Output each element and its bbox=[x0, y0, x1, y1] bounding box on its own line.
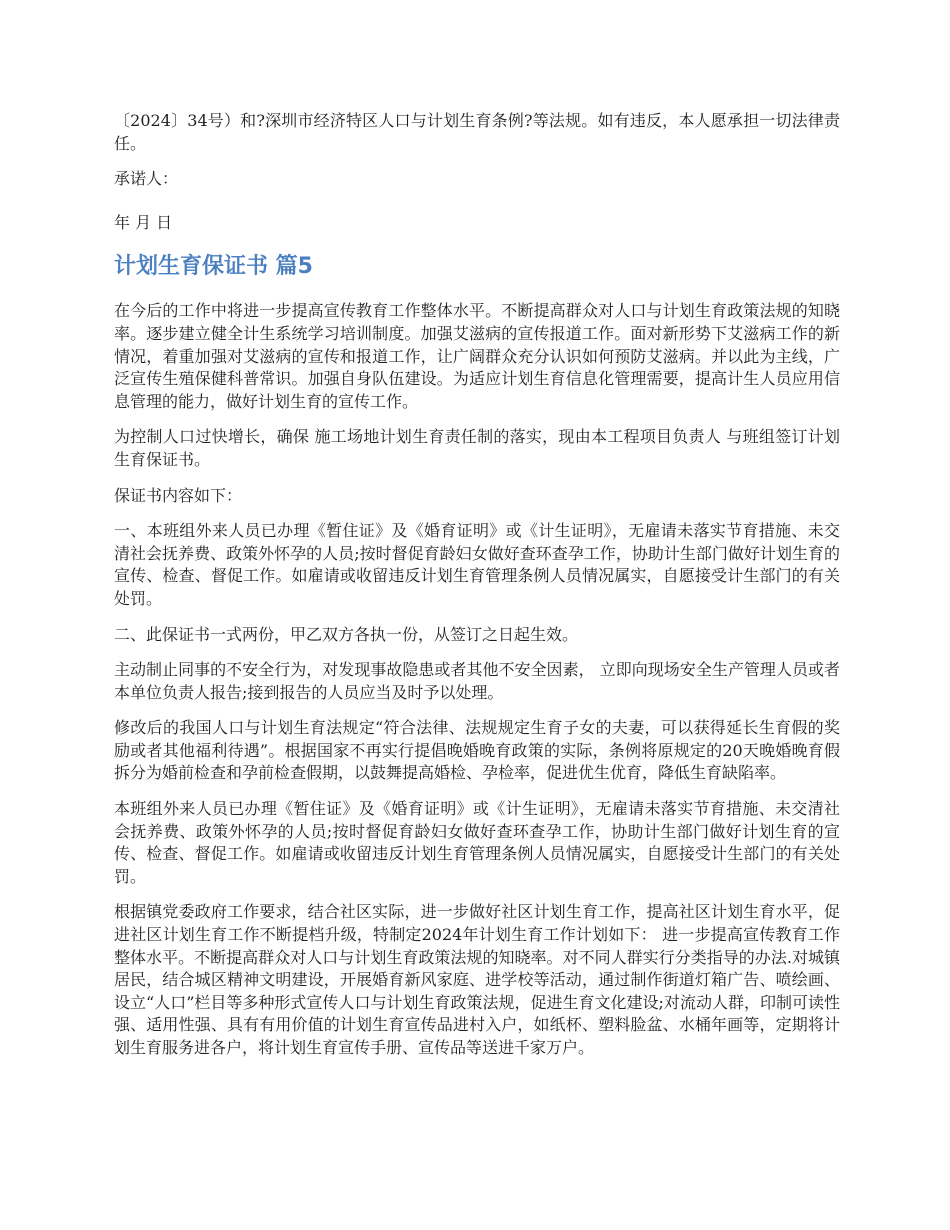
body-paragraph-5: 二、此保证书一式两份，甲乙双方各执一份，从签订之日起生效。 bbox=[114, 624, 579, 644]
body-paragraph-4: 一、本班组外来人员已办理《暂住证》及《婚育证明》或《计生证明》，无雇请未落实节育措施、未交清社会抚养费、政策外怀孕的人员;按时督促育龄妇女做好查环查孕工作，协助计生部门做好计划生育的宣传、检查、督促工作。如雇请或收留违反计划生育管理条例人员情况属实，自愿接受计生部门的有关处罚。 bbox=[114, 521, 840, 608]
body-paragraph-1: 在今后的工作中将进一步提高宣传教育工作整体水平。不断提高群众对人口与计划生育政策法规的知晓率。逐步建立健全计生系统学习培训制度。加强艾滋病的宣传报道工作。面对新形势下艾滋病工作的新情况，着重加强对艾滋病的宣传和报道工作，让广阔群众充分认识如何预防艾滋病。并以此为主线，广泛宣传生殖保健科普常识。加强自身队伍建设。为适应计划生育信息化管理需要，提高计生人员应用信息管理的能力，做好计划生育的宣传工作。 bbox=[114, 301, 840, 411]
header-fragment-paragraph: 〔2024〕34号）和?深圳市经济特区人口与计划生育条例?等法规。如有违反，本人愿承担一切法律责任。 bbox=[114, 111, 840, 153]
body-paragraph-7: 修改后的我国人口与计划生育法规定“符合法律、法规规定生育子女的夫妻，可以获得延长生育假的奖励或者其他福利待遇”。根据国家不再实行提倡晚婚晚育政策的实际，条例将原规定的20天晚婚晚育假拆分为婚前检查和孕前检查假期，以鼓舞提高婚检、孕检率，促进优生优育，降低生育缺陷率。 bbox=[114, 718, 840, 783]
body-paragraph-6: 主动制止同事的不安全行为，对发现事故隐患或者其他不安全因素， 立即向现场安全生产管理人员或者本单位负责人报告;接到报告的人员应当及时予以处理。 bbox=[114, 660, 840, 702]
signer-label: 承诺人： bbox=[114, 169, 179, 189]
body-paragraph-2: 为控制人口过快增长，确保 施工场地计划生育责任制的落实，现由本工程项目负责人 与班组签订计划生育保证书。 bbox=[114, 427, 840, 469]
body-paragraph-9: 根据镇党委政府工作要求，结合社区实际，进一步做好社区计划生育工作，提高社区计划生育水平，促进社区计划生育工作不断提档升级，特制定2024年计划生育工作计划如下： 进一步提高宣传教育工作整体水平。不断提高群众对人口与计划生育政策法规的知晓率。对不同人群实行分类指导的办法.对城镇居民，结合城区精神文明建设，开展婚育新风家庭、进学校等活动，通过制作街道灯箱广告、喷绘画、设立“人口”栏目等多种形式宣传人口与计划生育政策法规，促进生育文化建设;对流动人群，印制可读性强、适用性强、具有有用价值的计划生育宣传品进村入户，如纸杯、塑料脸盆、水桶年画等，定期将计划生育服务进各户，将计划生育宣传手册、宣传品等送进千家万户。 bbox=[114, 902, 840, 1057]
date-label: 年 月 日 bbox=[114, 212, 173, 232]
body-paragraph-3: 保证书内容如下： bbox=[114, 485, 243, 505]
section-title: 计划生育保证书 篇5 bbox=[114, 254, 313, 280]
document-page bbox=[114, 110, 840, 1073]
body-paragraph-8: 本班组外来人员已办理《暂住证》及《婚育证明》或《计生证明》，无雇请未落实节育措施、未交清社会抚养费、政策外怀孕的人员;按时督促育龄妇女做好查环查孕工作，协助计生部门做好计划生育的宣传、检查、督促工作。如雇请或收留违反计划生育管理条例人员情况属实，自愿接受计生部门的有关处罚。 bbox=[114, 799, 840, 886]
